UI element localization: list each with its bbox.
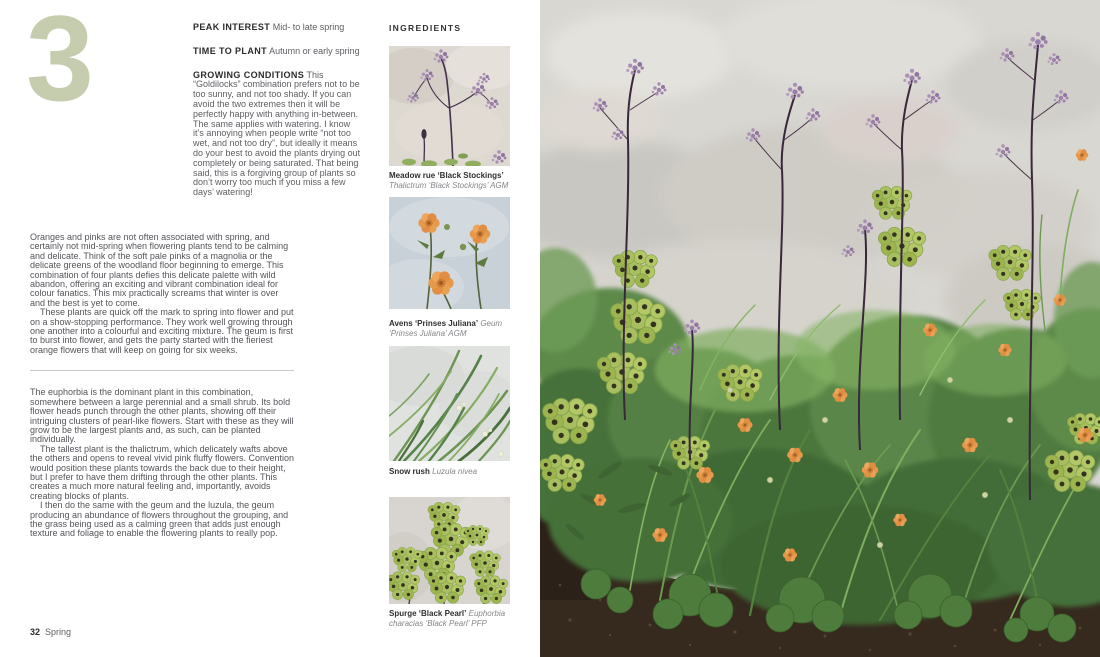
page-footer [30, 627, 71, 637]
peak-interest-value: Mid- to late spring [272, 22, 345, 32]
ingredient-caption-meadow-rue [389, 171, 510, 190]
ingredient-photo-avens [389, 197, 510, 309]
growing-conditions-value: This “Goldilocks” combination prefers not to be too sunny, and not too shady. If you can avoid the two extremes then it will be perfectly happy with anything in-between. The same applies with watering. I know it’s annoying when people write “not too wet, and not too dry”, but ideally it means do your best to avoid the plants drying out completely or being saturated. That being said, this is a forgiving group of plants so don’t worry too much if you miss a few days’ watering! [193, 69, 361, 198]
plant-latin-name: Euphorbia characias ‘Black Pearl’ PFP [389, 609, 506, 628]
article-paragraph-4: The tallest plant is the thalictrum, which delicately wafts above the others and opens to reveal vivid pink fluffy flowers. Convention would position these plants towards the back due to their height, but I prefer to have them drifting through the other plants. This creates a much more natural feeling and, importantly, avoids creating blocks of plants. [30, 443, 294, 501]
article-paragraph-3: The euphorbia is the dominant plant in this combination, somewhere between a large perennial and a small shrub. Its bold flower heads punch through the other plants, showing off their intriguing clusters of pearl-like flowers. Start with these as they will grow to be the largest plants and, as such, can be planted individually. [30, 387, 294, 445]
peak-interest-label: PEAK INTEREST [193, 22, 271, 32]
combination-number: 3 [26, 0, 91, 126]
info-peak-interest [193, 23, 361, 33]
plant-common-name: Snow rush [389, 467, 430, 476]
growing-info-panel [193, 23, 361, 212]
ingredients-heading: INGREDIENTS [389, 23, 462, 33]
plant-latin-name: Thalictrum ‘Black Stockings’ AGM [389, 180, 509, 190]
plant-common-name: Avens ‘Prinses Juliana’ [389, 319, 479, 328]
ingredient-caption-snow-rush [389, 467, 510, 477]
article-paragraph-1: Oranges and pinks are not often associated with spring, and certainly not mid-spring when flowering plants tend to be calming and delicate. Think of the soft pale pinks of a magnolia or the delicate greens of the woodland floor beginning to emerge. This combination of four plants defies this delicate palette with wild abandon, offering an exciting and vibrant combination ideal for colour fanatics. This mix practically screams that winter is over and the best is yet to come. [30, 232, 289, 308]
article-body [30, 233, 294, 539]
main-planting-photo [540, 0, 1100, 657]
ingredient-caption-spurge [389, 609, 510, 628]
section-name: Spring [45, 627, 72, 637]
ingredient-photo-meadow-rue [389, 46, 510, 166]
ingredients-column [389, 0, 510, 657]
time-to-plant-label: TIME TO PLANT [193, 45, 268, 56]
info-growing-conditions [193, 71, 361, 198]
ingredient-photo-snow-rush [389, 346, 510, 461]
plant-latin-name: Geum ‘Prinses Juliana’ AGM [389, 319, 503, 338]
growing-conditions-label: GROWING CONDITIONS [193, 69, 305, 80]
page-number: 32 [30, 627, 41, 637]
plant-common-name: Meadow rue ‘Black Stockings’ [389, 171, 504, 180]
time-to-plant-value: Autumn or early spring [269, 45, 360, 56]
section-divider [30, 370, 294, 371]
article-paragraph-5: I then do the same with the geum and the luzula, the geum producing an abundance of flowers throughout the grouping, and the grass being used as a calming green that adds just enough texture and foliage to enable the flowering plants to really pop. [30, 500, 289, 539]
plant-latin-name: Luzula nivea [432, 467, 478, 476]
info-time-to-plant [193, 47, 361, 57]
article-paragraph-2: These plants are quick off the mark to spring into flower and put on a show-stopping performance. They work well growing through one another into a colourful and exciting mixture. The geum is first to burst into flower, and gets the party started with the fieriest orange flowers that will keep on going for six weeks. [30, 307, 294, 355]
plant-common-name: Spurge ‘Black Pearl’ [389, 609, 467, 618]
ingredient-photo-spurge [389, 497, 510, 604]
ingredient-caption-avens [389, 319, 510, 338]
